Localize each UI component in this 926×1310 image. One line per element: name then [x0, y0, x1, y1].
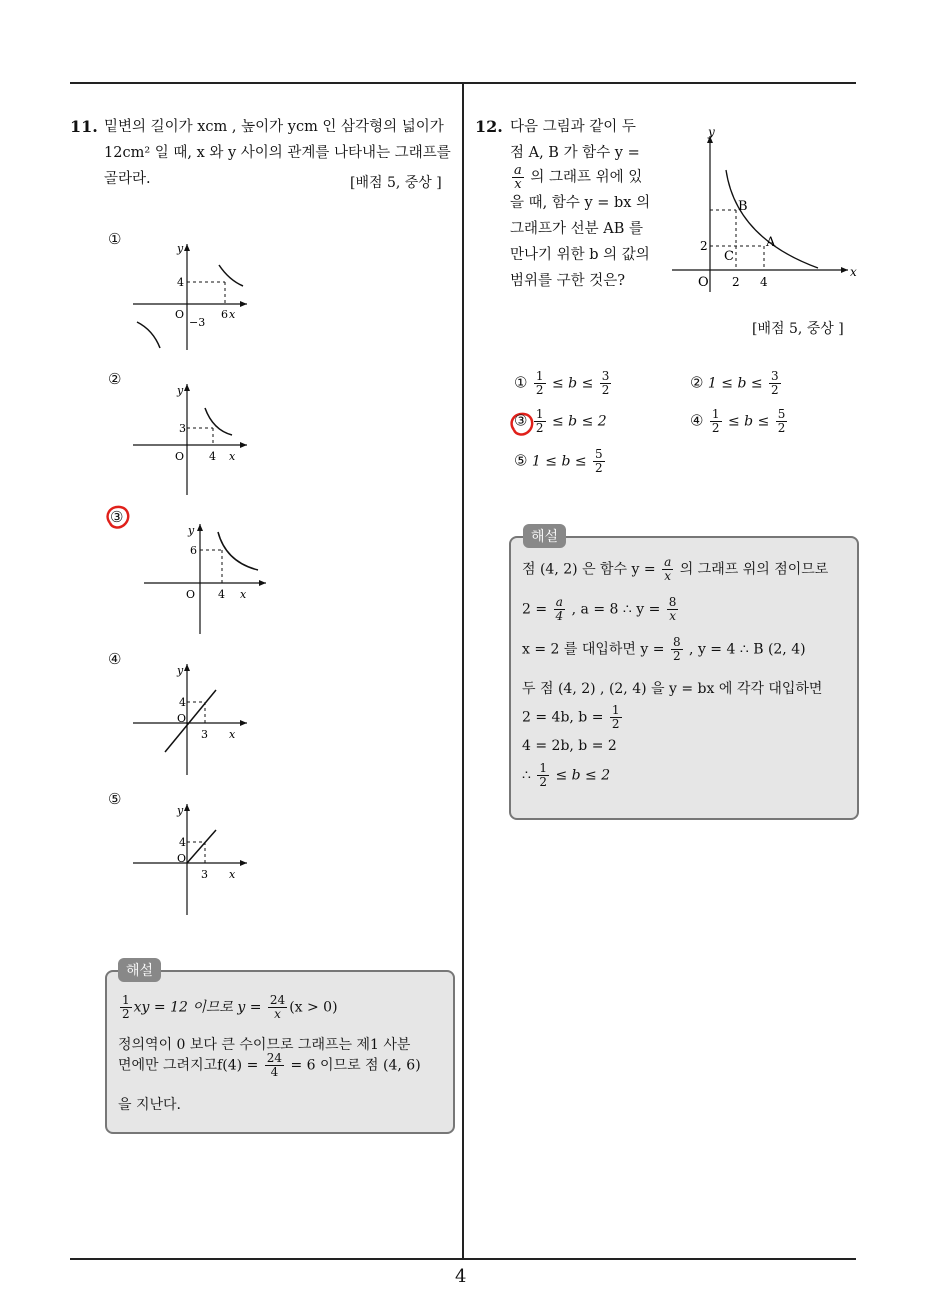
y-tick: 2 [700, 239, 708, 253]
neg-tick: −3 [189, 316, 206, 329]
q11-solution-line3: 면에만 그려지고f(4) = $\frac{24}{4}$ = 6 이므로 점 (4, 6) [118, 1051, 421, 1079]
y-tick: 4 [179, 696, 186, 709]
q12-line6: 만나기 위한 b 의 값의 [510, 247, 650, 263]
q12-line1: 다음 그림과 같이 두 [510, 119, 636, 135]
y-tick: 4 [177, 276, 184, 289]
page-number: 4 [455, 1266, 467, 1287]
origin-label: O [177, 852, 187, 865]
origin-label: O [177, 712, 187, 725]
x-tick-2: 2 [732, 275, 740, 289]
q11-solution-line4: 을 지난다. [118, 1097, 181, 1113]
q12-line2: 점 A, B 가 함수 y = [510, 145, 640, 161]
origin-label: O [186, 588, 196, 601]
y-axis-label: y [188, 524, 195, 537]
q12-solution-line1: 점 (4, 2) 은 함수 y = $\frac{a}{x}$ 의 그래프 위의 점이므로 [522, 555, 829, 583]
q12-solution-line5: 2 = 4b, b = $\frac{1}{2}$ [522, 703, 620, 731]
q12-line7: 범위를 구한 것은? [510, 273, 626, 289]
x-axis-label: x [229, 308, 236, 321]
q12-solution-line7: ∴ $\frac{1}{2}$ ≤ b ≤ 2 [522, 761, 611, 789]
x-tick: 6 [221, 308, 228, 321]
x-axis-label: x [240, 588, 247, 601]
q12-solution-tag: 해설 [523, 524, 566, 548]
point-a-label: A [766, 235, 776, 250]
q12-figure [668, 122, 866, 297]
q12-number: 12. [475, 117, 503, 136]
x-tick: 4 [209, 450, 216, 463]
q11-number: 11. [70, 117, 98, 136]
y-axis-label: y [177, 664, 184, 677]
q11-option-3-graph[interactable] [140, 520, 270, 638]
q12-score: [배점 5, 중상 ] [752, 321, 844, 337]
q12-solution-line3: x = 2 를 대입하면 y = $\frac{8}{2}$ , y = 4 ∴ B (2, 4) [522, 635, 806, 663]
q11-line3: 골라라. [104, 171, 151, 187]
y-tick: 4 [179, 836, 186, 849]
y-axis-label: y [177, 384, 184, 397]
q11-option-2-graph[interactable] [125, 380, 255, 498]
bottom-rule [70, 1258, 856, 1260]
q11-option-4-label[interactable]: ④ [108, 650, 122, 668]
q11-option-1-graph[interactable] [125, 240, 255, 355]
origin-label: O [698, 275, 709, 290]
q11-line2: 12cm² 일 때, x 와 y 사이의 관계를 나타내는 그래프를 [104, 145, 451, 161]
q12-line3: $\frac{a}{x}$ 의 그래프 위에 있 [514, 163, 643, 192]
point-b-label: B [738, 199, 748, 214]
q12-option-3[interactable]: ③ $\frac{1}{2}$ ≤ b ≤ 2 [514, 407, 607, 435]
point-c-label: C [724, 249, 734, 264]
x-tick: 3 [201, 728, 208, 741]
q12-option-1[interactable]: ① $\frac{1}{2}$ ≤ b ≤ $\frac{3}{2}$ [514, 369, 610, 397]
q11-line1: 밑변의 길이가 xcm , 높이가 ycm 인 삼각형의 넓이가 [104, 119, 444, 135]
q11-option-2-label[interactable]: ② [108, 370, 122, 388]
origin-label: O [175, 450, 185, 463]
q11-score: [배점 5, 중상 ] [350, 175, 442, 191]
x-axis-label: x [229, 450, 236, 463]
x-tick-4: 4 [760, 275, 768, 289]
x-tick: 3 [201, 868, 208, 881]
q12-line4: 을 때, 함수 y = bx 의 [510, 195, 651, 211]
q12-line5: 그래프가 선분 AB 를 [510, 221, 644, 237]
y-axis-label: y [177, 804, 184, 817]
q11-solution-tag: 해설 [118, 958, 161, 982]
q11-option-1-label[interactable]: ① [108, 230, 122, 248]
q12-option-2[interactable]: ② 1 ≤ b ≤ $\frac{3}{2}$ [690, 369, 779, 397]
q11-option-5-graph[interactable] [125, 800, 255, 918]
x-axis-label: x [229, 728, 236, 741]
column-divider [462, 83, 464, 1260]
y-tick: 6 [190, 544, 197, 557]
q12-solution-line6: 4 = 2b, b = 2 [522, 738, 617, 754]
x-axis-label: x [229, 868, 236, 881]
x-tick: 4 [218, 588, 225, 601]
q11-solution-line1: $\frac{1}{2}$ xy = 12 이므로 y = $\frac{24}{x}$ (x > 0) [122, 993, 338, 1021]
q12-option-5[interactable]: ⑤ 1 ≤ b ≤ $\frac{5}{2}$ [514, 447, 603, 475]
q11-option-3-label[interactable]: ③ [110, 508, 124, 526]
y-tick: 3 [179, 422, 186, 435]
q12-solution-line4: 두 점 (4, 2) , (2, 4) 을 y = bx 에 각각 대입하면 [522, 681, 823, 697]
y-axis-label: y [177, 242, 184, 255]
q12-solution-line2: 2 = $\frac{a}{4}$ , a = 8 ∴ y = $\frac{8}{x}$ [522, 595, 677, 623]
q11-option-4-graph[interactable] [125, 660, 255, 778]
x-axis-label: x [850, 265, 857, 279]
origin-label: O [175, 308, 185, 321]
y-axis-label: y [708, 125, 715, 139]
q11-solution-line2: 정의역이 0 보다 큰 수이므로 그래프는 제1 사분 [118, 1037, 411, 1053]
q12-option-4[interactable]: ④ $\frac{1}{2}$ ≤ b ≤ $\frac{5}{2}$ [690, 407, 786, 435]
q11-option-5-label[interactable]: ⑤ [108, 790, 122, 808]
